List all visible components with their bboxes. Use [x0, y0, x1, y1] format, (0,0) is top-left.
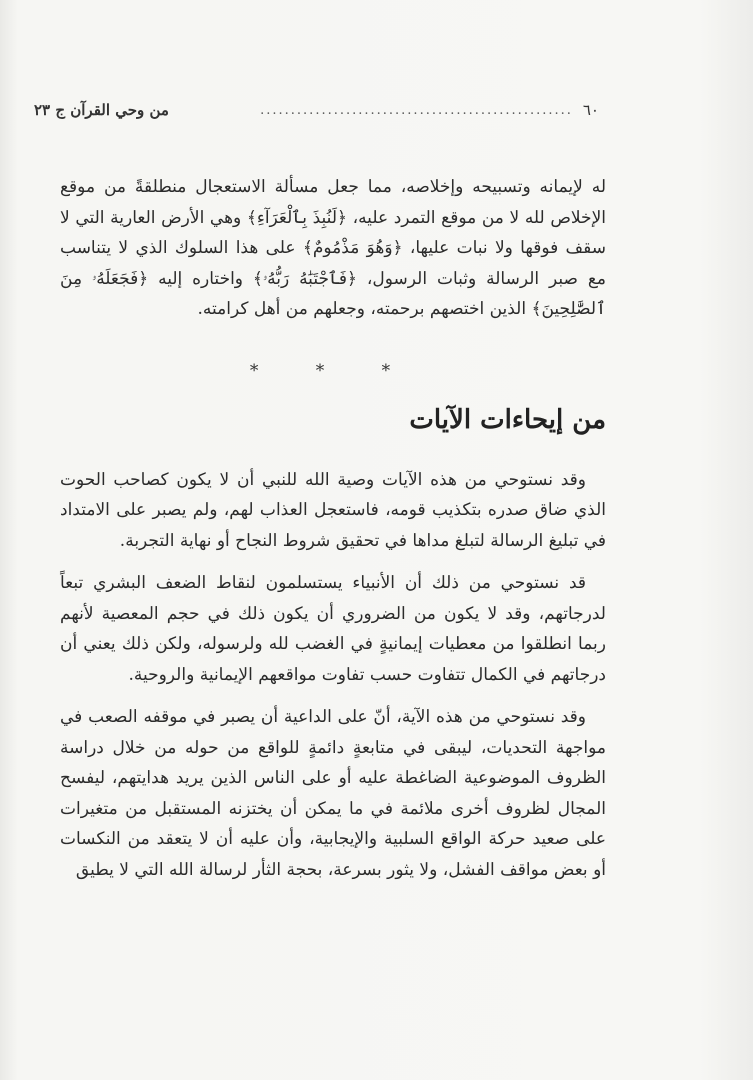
- paragraph-continuation: له لإيمانه وتسبيحه وإخلاصه، مما جعل مسألة الاستعجال منطلقةً من موقع الإخلاص لله لا من موقع التمرد عليه، ﴿لَنُبِذَ بِٱلْعَرَآءِ﴾ وهي الأرض العارية التي لا سقف فوقها ولا نبات عليها، ﴿وَهُوَ مَذْمُومٌ﴾ على هذا السلوك الذي لا يتناسب مع صبر الرسالة وثبات الرسول، ﴿فَٱجْتَبَٰهُ رَبُّهُۥ﴾ واختاره إليه ﴿فَجَعَلَهُۥ مِنَ ٱلصَّٰلِحِينَ﴾ الذين اختصهم برحمته، وجعلهم من أهل كرامته.: [60, 177, 606, 319]
- running-header: [34, 96, 599, 124]
- paragraph-gap: [60, 556, 606, 568]
- page-number: ٦٠: [582, 101, 599, 119]
- paragraph: وقد نستوحي من هذه الآيات وصية الله للنبي أن لا يكون كصاحب الحوت الذي ضاق صدره بتكذيب قومه، فاستعجل العذاب لهم، ولم يصبر على الامتداد في تبليغ الرسالة لتبلغ مداها في تحقيق شروط النجاح أو نهاية التجربة.: [60, 469, 606, 551]
- paragraph-gap: [60, 690, 606, 702]
- paragraph: وقد نستوحي من هذه الآية، أنّ على الداعية أن يصبر في موقفه الصعب في مواجهة التحديات، ليبقى في متابعةٍ دائمةٍ للواقع من حوله من خلال دراسة الظروف الموضوعية الضاغطة عليه أو على الناس الذين يريد هدايتهم، ليفسح المجال لظروف أخرى ملائمة في ما يمكن أن يختزنه المستقبل من متغيرات على صعيد حركة الواقع السلبية والإيجابية، وأن عليه أن لا يتعقد من النكسات أو بعض مواقف الفشل، ولا يثور بسرعة، بحجة الثأر لرسالة الله التي لا يطيق: [60, 707, 606, 880]
- paragraph: قد نستوحي من ذلك أن الأنبياء يستسلمون لنقاط الضعف البشري تبعاً لدرجاتهم، وقد لا يكون من الضروري أن يكون ذلك في حجم المعصية لأنهم ربما انطلقوا من معطيات إيمانيةٍ في الغضب لله ولرسوله، ولكن ذلك يعني أن درجاتهم في الكمال تتفاوت حسب تفاوت مواقعهم الإيمانية والروحية.: [60, 573, 606, 685]
- book-title: من وحي القرآن ج ٢٣: [34, 101, 169, 119]
- leader-dots: ...................................................: [260, 102, 573, 118]
- section-heading: من إيحاءات الآيات: [409, 404, 606, 435]
- section-separator: * * *: [249, 360, 417, 381]
- page-body: [60, 172, 606, 885]
